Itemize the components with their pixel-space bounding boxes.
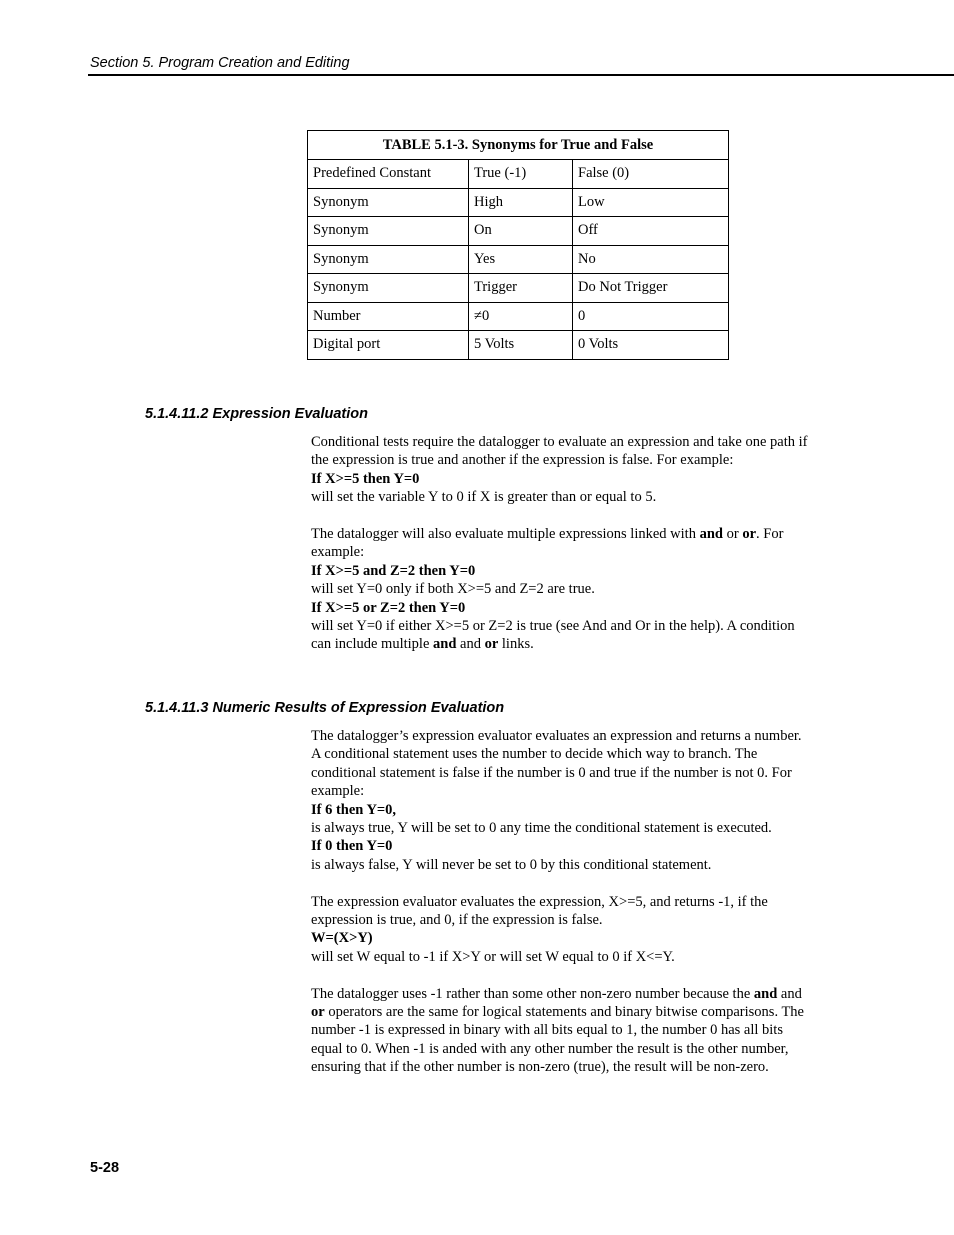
table-cell: False (0)	[573, 160, 729, 189]
running-header	[90, 55, 954, 74]
table-row	[308, 160, 729, 189]
keyword-or: or	[742, 526, 757, 543]
table-cell: Low	[573, 188, 729, 217]
table-cell: 5 Volts	[469, 331, 573, 360]
table-cell: Do Not Trigger	[573, 274, 729, 303]
paragraph	[311, 617, 811, 654]
table-cell: Number	[308, 302, 469, 331]
table-cell: 0 Volts	[573, 331, 729, 360]
table-cell: Off	[573, 217, 729, 246]
table-caption-row	[308, 131, 729, 160]
table-row	[308, 188, 729, 217]
paragraph: will set Y=0 only if both X>=5 and Z=2 are true.	[311, 581, 595, 598]
paragraph: is always true, Y will be set to 0 any time the conditional statement is executed.	[311, 820, 772, 837]
table-cell: Digital port	[308, 331, 469, 360]
paragraph	[311, 525, 811, 562]
text-run: links.	[498, 636, 534, 653]
keyword-and: and	[433, 636, 457, 653]
table-cell: Trigger	[469, 274, 573, 303]
code-example: W=(X>Y)	[311, 930, 373, 947]
table-row	[308, 331, 729, 360]
table-cell: Synonym	[308, 188, 469, 217]
table-cell: True (-1)	[469, 160, 573, 189]
keyword-and: and	[699, 526, 723, 543]
table-cell: ≠0	[469, 302, 573, 331]
text-run: operators are the same for logical statements and binary bitwise comparisons. The number -1 is expressed in binary with all bits equal to 1, the number 0 has all bits equal to 0. When -1 is anded with any other number the result is the other number, ensuring that if the other number is non-zero (true), the result will be non-zero.	[311, 1004, 804, 1076]
table-cell: Synonym	[308, 274, 469, 303]
paragraph	[311, 985, 811, 1077]
text-run: will set Y=0 if either X>=5 or Z=2 is true (see And and Or in the help). A condition can include multiple	[311, 618, 795, 653]
table-row	[308, 217, 729, 246]
section-heading-expression-evaluation: 5.1.4.11.2 Expression Evaluation	[145, 406, 368, 422]
paragraph-gap	[311, 966, 811, 984]
paragraph: will set W equal to -1 if X>Y or will set W equal to 0 if X<=Y.	[311, 948, 675, 965]
text-run: . For example:	[311, 526, 784, 561]
code-example: If 6 then Y=0,	[311, 801, 397, 818]
code-example: If X>=5 and Z=2 then Y=0	[311, 562, 476, 579]
keyword-and: and	[753, 985, 778, 1002]
paragraph: will set the variable Y to 0 if X is greater than or equal to 5.	[311, 489, 657, 506]
table-cell: Predefined Constant	[308, 160, 469, 189]
paragraph: is always false, Y will never be set to 0 by this conditional statement.	[311, 856, 712, 873]
text-run: or	[722, 526, 743, 543]
paragraph: Conditional tests require the datalogger to evaluate an expression and take one path if the expression is true and another if the expression is false. For example:	[311, 434, 808, 469]
expression-evaluation-body	[311, 433, 811, 654]
header-rule	[88, 74, 954, 76]
text-run: The datalogger uses -1 rather than some other non-zero number because the	[311, 985, 754, 1002]
keyword-or: or	[311, 1004, 325, 1021]
table-row	[308, 274, 729, 303]
table-row	[308, 302, 729, 331]
numeric-results-body	[311, 727, 811, 1077]
paragraph: The expression evaluator evaluates the expression, X>=5, and returns -1, if the expression is true, and 0, if the expression is false.	[311, 893, 768, 929]
table-cell: Synonym	[308, 217, 469, 246]
table-cell: No	[573, 245, 729, 274]
paragraph-gap	[311, 507, 811, 525]
text-run: The datalogger will also evaluate multiple expressions linked with	[311, 526, 700, 543]
table-cell: On	[469, 217, 573, 246]
table-cell: Synonym	[308, 245, 469, 274]
table-cell: 0	[573, 302, 729, 331]
section-heading-numeric-results: 5.1.4.11.3 Numeric Results of Expression Evaluation	[145, 700, 505, 716]
section-title: Section 5. Program Creation and Editing	[90, 55, 350, 71]
synonyms-table	[307, 130, 729, 360]
table-cell: Yes	[469, 245, 573, 274]
table-caption: TABLE 5.1-3. Synonyms for True and False	[308, 131, 729, 160]
keyword-or: or	[484, 636, 499, 653]
text-run: and	[456, 636, 485, 653]
table-row	[308, 245, 729, 274]
code-example: If X>=5 then Y=0	[311, 470, 420, 487]
paragraph-gap	[311, 874, 811, 892]
page-number: 5-28	[90, 1160, 120, 1176]
table-cell: High	[469, 188, 573, 217]
code-example: If X>=5 or Z=2 then Y=0	[311, 599, 466, 616]
paragraph: The datalogger’s expression evaluator evaluates an expression and returns a number. A conditional statement uses the number to decide which way to branch. The conditional statement is false if the number is 0 and true if the number is not 0. For example:	[311, 728, 802, 800]
text-run: and	[777, 985, 802, 1002]
code-example: If 0 then Y=0	[311, 838, 393, 855]
